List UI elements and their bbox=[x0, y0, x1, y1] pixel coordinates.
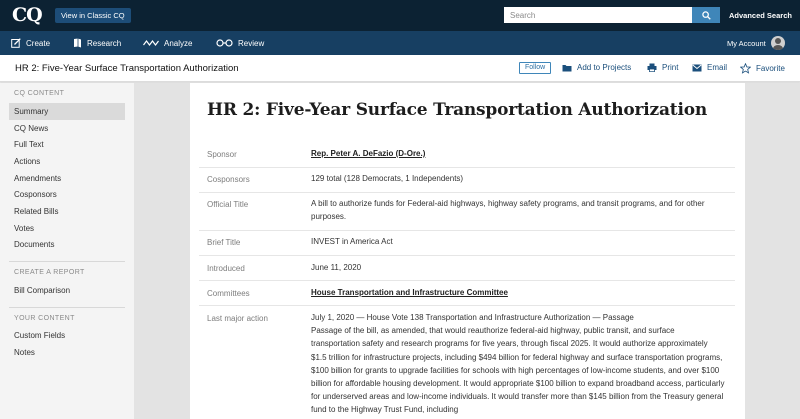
sidebar-item-cosponsors[interactable]: Cosponsors bbox=[14, 190, 57, 199]
print-label: Print bbox=[662, 63, 679, 72]
sidebar-item-actions[interactable]: Actions bbox=[14, 157, 41, 166]
last-action-detail: Passage of the bill, as amended, that would reauthorize federal-aid highway, public transit, and surface transportation safety and research programs for five years, through fiscal 2025. It would authorize approximately $1.5 trillion for infrastructure projects, including $494 billion for federal highway and surface transportation programs, $100 billion for grants to upgrade facilities for schools with high percentages of low-income students, and over $100 billion for affordable housing development. It would appropriate $100 billion to expand broadband access, particularly for underserved areas and low-income individuals. It would transfer more than $145 billion from the Treasury general fund to the Highway Trust Fund, including bbox=[311, 326, 725, 415]
search-input[interactable] bbox=[504, 7, 692, 23]
follow-button[interactable]: Follow bbox=[519, 62, 551, 74]
wave-icon bbox=[143, 39, 159, 47]
nav-research-label: Research bbox=[87, 38, 122, 48]
sidebar-item-amendments[interactable]: Amendments bbox=[14, 174, 62, 183]
sidebar bbox=[0, 83, 134, 419]
document-title: HR 2: Five-Year Surface Transportation Authorization bbox=[15, 63, 239, 74]
view-classic-button[interactable]: View in Classic CQ bbox=[55, 8, 131, 23]
sidebar-heading-create-report: CREATE A REPORT bbox=[14, 269, 85, 276]
advanced-search-link[interactable]: Advanced Search bbox=[729, 11, 792, 20]
row-divider bbox=[199, 280, 735, 281]
nav-create[interactable] bbox=[11, 31, 50, 55]
sponsor-link[interactable]: Rep. Peter A. DeFazio (D-Ore.) bbox=[311, 149, 426, 158]
star-icon bbox=[740, 63, 751, 74]
last-action-value bbox=[311, 311, 725, 417]
committee-link[interactable]: House Transportation and Infrastructure Committee bbox=[311, 288, 508, 297]
nav-analyze-label: Analyze bbox=[164, 38, 193, 48]
print-button[interactable] bbox=[647, 63, 678, 72]
sidebar-item-bill-comparison[interactable]: Bill Comparison bbox=[14, 286, 71, 295]
sidebar-item-summary[interactable]: Summary bbox=[14, 107, 49, 116]
my-account-menu[interactable] bbox=[727, 31, 785, 55]
introduced-value: June 11, 2020 bbox=[311, 263, 362, 272]
add-to-projects-button[interactable] bbox=[562, 63, 631, 72]
sidebar-item-notes[interactable]: Notes bbox=[14, 348, 35, 357]
row-divider bbox=[199, 192, 735, 193]
add-to-projects-label: Add to Projects bbox=[577, 63, 632, 72]
search-icon bbox=[702, 11, 711, 20]
row-divider bbox=[199, 230, 735, 231]
book-icon bbox=[73, 38, 82, 48]
bill-summary-card bbox=[190, 83, 745, 419]
brief-title-value: INVEST in America Act bbox=[311, 237, 393, 246]
nav-review-label: Review bbox=[238, 38, 265, 48]
official-title-value: A bill to authorize funds for Federal-aid highways, highway safety programs, and transit programs, and for other purposes. bbox=[311, 199, 705, 222]
sidebar-item-votes[interactable]: Votes bbox=[14, 224, 35, 233]
nav-research[interactable] bbox=[73, 31, 121, 55]
print-icon bbox=[647, 63, 657, 72]
official-title-label: Official Title bbox=[207, 200, 249, 209]
introduced-label: Introduced bbox=[207, 264, 245, 273]
cosponsors-label: Cosponsors bbox=[207, 175, 250, 184]
last-action-label: Last major action bbox=[207, 314, 268, 323]
avatar[interactable] bbox=[771, 36, 785, 50]
sidebar-item-custom-fields[interactable]: Custom Fields bbox=[14, 331, 66, 340]
bill-title: HR 2: Five-Year Surface Transportation Authorization bbox=[207, 100, 707, 120]
brief-title-label: Brief Title bbox=[207, 238, 241, 247]
email-label: Email bbox=[707, 63, 728, 72]
email-button[interactable] bbox=[692, 63, 727, 72]
sidebar-item-related-bills[interactable]: Related Bills bbox=[14, 207, 59, 216]
sidebar-item-full-text[interactable]: Full Text bbox=[14, 140, 44, 149]
sidebar-item-documents[interactable]: Documents bbox=[14, 240, 55, 249]
folder-icon bbox=[562, 64, 572, 72]
email-icon bbox=[692, 64, 702, 72]
sidebar-heading-your-content: YOUR CONTENT bbox=[14, 315, 75, 322]
row-divider bbox=[199, 255, 735, 256]
nav-create-label: Create bbox=[26, 38, 51, 48]
cosponsors-value: 129 total (128 Democrats, 1 Independents) bbox=[311, 174, 464, 183]
edit-icon bbox=[11, 38, 21, 48]
sponsor-label: Sponsor bbox=[207, 150, 237, 159]
row-divider bbox=[199, 305, 735, 306]
sidebar-divider bbox=[9, 261, 125, 262]
sidebar-item-cq-news[interactable]: CQ News bbox=[14, 124, 49, 133]
main-nav bbox=[0, 31, 800, 55]
nav-review[interactable] bbox=[216, 31, 264, 55]
favorite-button[interactable] bbox=[740, 63, 785, 74]
document-title-bar bbox=[0, 55, 800, 82]
sidebar-heading-cq-content: CQ CONTENT bbox=[14, 90, 65, 97]
sidebar-divider bbox=[9, 307, 125, 308]
committees-label: Committees bbox=[207, 289, 250, 298]
row-divider bbox=[199, 167, 735, 168]
search-button[interactable] bbox=[692, 7, 720, 23]
glasses-icon bbox=[216, 39, 233, 47]
favorite-label: Favorite bbox=[756, 64, 785, 73]
cq-logo[interactable]: CQ bbox=[12, 4, 42, 26]
top-bar bbox=[0, 0, 800, 31]
my-account-label: My Account bbox=[727, 38, 766, 48]
last-action-headline: July 1, 2020 — House Vote 138 Transportation and Infrastructure Authorization — Passage bbox=[311, 313, 634, 322]
nav-analyze[interactable] bbox=[143, 31, 192, 55]
